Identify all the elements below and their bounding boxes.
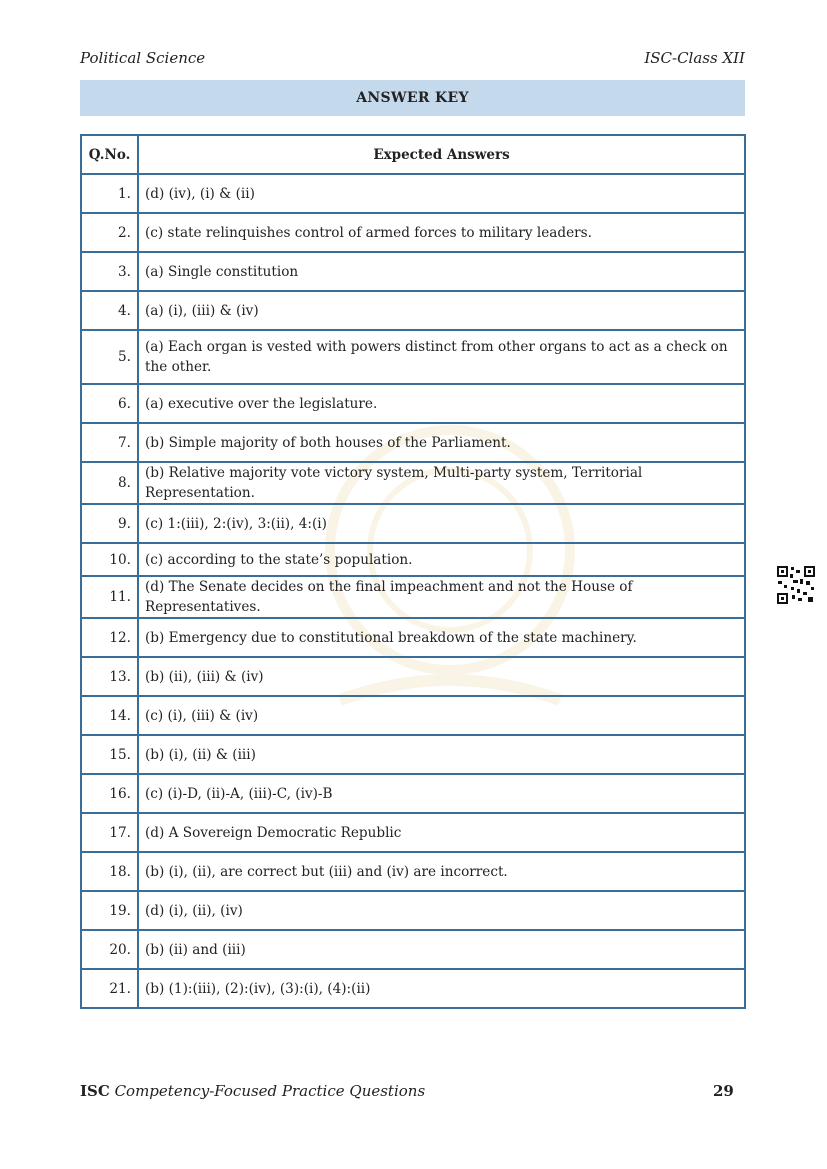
question-number: 16. xyxy=(81,774,138,813)
table-row xyxy=(81,735,745,774)
question-number: 18. xyxy=(81,852,138,891)
expected-answer: (d) (i), (ii), (iv) xyxy=(138,891,745,930)
answer-key-banner xyxy=(80,80,745,116)
question-number: 8. xyxy=(81,462,138,504)
expected-answer: (a) (i), (iii) & (iv) xyxy=(138,291,745,330)
question-number: 14. xyxy=(81,696,138,735)
answer-key-table xyxy=(80,134,746,1009)
question-number: 10. xyxy=(81,543,138,576)
footer-subtitle: Competency-Focused Practice Questions xyxy=(114,1082,426,1100)
table-row xyxy=(81,213,745,252)
expected-answer: (d) The Senate decides on the final impeachment and not the House of Representatives. xyxy=(138,576,745,618)
table-row xyxy=(81,330,745,384)
qno-column-header: Q.No. xyxy=(81,135,138,174)
expected-answer: (b) (i), (ii) & (iii) xyxy=(138,735,745,774)
table-row xyxy=(81,930,745,969)
table-row xyxy=(81,291,745,330)
question-number: 20. xyxy=(81,930,138,969)
expected-answer: (b) (ii), (iii) & (iv) xyxy=(138,657,745,696)
expected-answer: (b) (i), (ii), are correct but (iii) and (iv) are incorrect. xyxy=(138,852,745,891)
table-row xyxy=(81,813,745,852)
expected-answer: (b) (ii) and (iii) xyxy=(138,930,745,969)
running-header-class: ISC-Class XII xyxy=(644,49,745,67)
table-row xyxy=(81,657,745,696)
expected-answer: (c) state relinquishes control of armed forces to military leaders. xyxy=(138,213,745,252)
question-number: 2. xyxy=(81,213,138,252)
banner-title: ANSWER KEY xyxy=(356,90,469,106)
question-number: 9. xyxy=(81,504,138,543)
running-header-subject: Political Science xyxy=(80,49,206,67)
question-number: 15. xyxy=(81,735,138,774)
expected-answer: (d) (iv), (i) & (ii) xyxy=(138,174,745,213)
expected-answer: (a) Each organ is vested with powers distinct from other organs to act as a check on the other. xyxy=(138,330,745,384)
table-header-row xyxy=(81,135,745,174)
expected-answer: (a) Single constitution xyxy=(138,252,745,291)
page-number: 29 xyxy=(713,1082,734,1100)
question-number: 19. xyxy=(81,891,138,930)
expected-answer: (b) Emergency due to constitutional breakdown of the state machinery. xyxy=(138,618,745,657)
footer-brand: ISC xyxy=(80,1082,110,1100)
question-number: 13. xyxy=(81,657,138,696)
question-number: 7. xyxy=(81,423,138,462)
table-row xyxy=(81,252,745,291)
expected-answer: (b) Simple majority of both houses of the Parliament. xyxy=(138,423,745,462)
table-row xyxy=(81,969,745,1008)
question-number: 6. xyxy=(81,384,138,423)
question-number: 21. xyxy=(81,969,138,1008)
table-row xyxy=(81,576,745,618)
expected-answer: (c) (i)-D, (ii)-A, (iii)-C, (iv)-B xyxy=(138,774,745,813)
expected-answer: (d) A Sovereign Democratic Republic xyxy=(138,813,745,852)
question-number: 4. xyxy=(81,291,138,330)
question-number: 12. xyxy=(81,618,138,657)
expected-answer: (b) Relative majority vote victory system, Multi-party system, Territorial Representation. xyxy=(138,462,745,504)
table-row xyxy=(81,504,745,543)
expected-answer: (c) (i), (iii) & (iv) xyxy=(138,696,745,735)
table-row xyxy=(81,891,745,930)
expected-answer: (c) according to the state’s population. xyxy=(138,543,745,576)
question-number: 17. xyxy=(81,813,138,852)
table-row xyxy=(81,618,745,657)
table-row xyxy=(81,423,745,462)
qr-code-icon xyxy=(776,565,816,605)
table-row xyxy=(81,174,745,213)
expected-answer: (a) executive over the legislature. xyxy=(138,384,745,423)
question-number: 5. xyxy=(81,330,138,384)
table-row xyxy=(81,384,745,423)
expected-answer: (c) 1:(iii), 2:(iv), 3:(ii), 4:(i) xyxy=(138,504,745,543)
table-row xyxy=(81,543,745,576)
footer-title xyxy=(80,1082,425,1100)
table-row xyxy=(81,462,745,504)
question-number: 1. xyxy=(81,174,138,213)
expected-answer: (b) (1):(iii), (2):(iv), (3):(i), (4):(ii) xyxy=(138,969,745,1008)
answers-column-header: Expected Answers xyxy=(138,135,745,174)
table-row xyxy=(81,696,745,735)
table-row xyxy=(81,774,745,813)
table-row xyxy=(81,852,745,891)
question-number: 11. xyxy=(81,576,138,618)
question-number: 3. xyxy=(81,252,138,291)
